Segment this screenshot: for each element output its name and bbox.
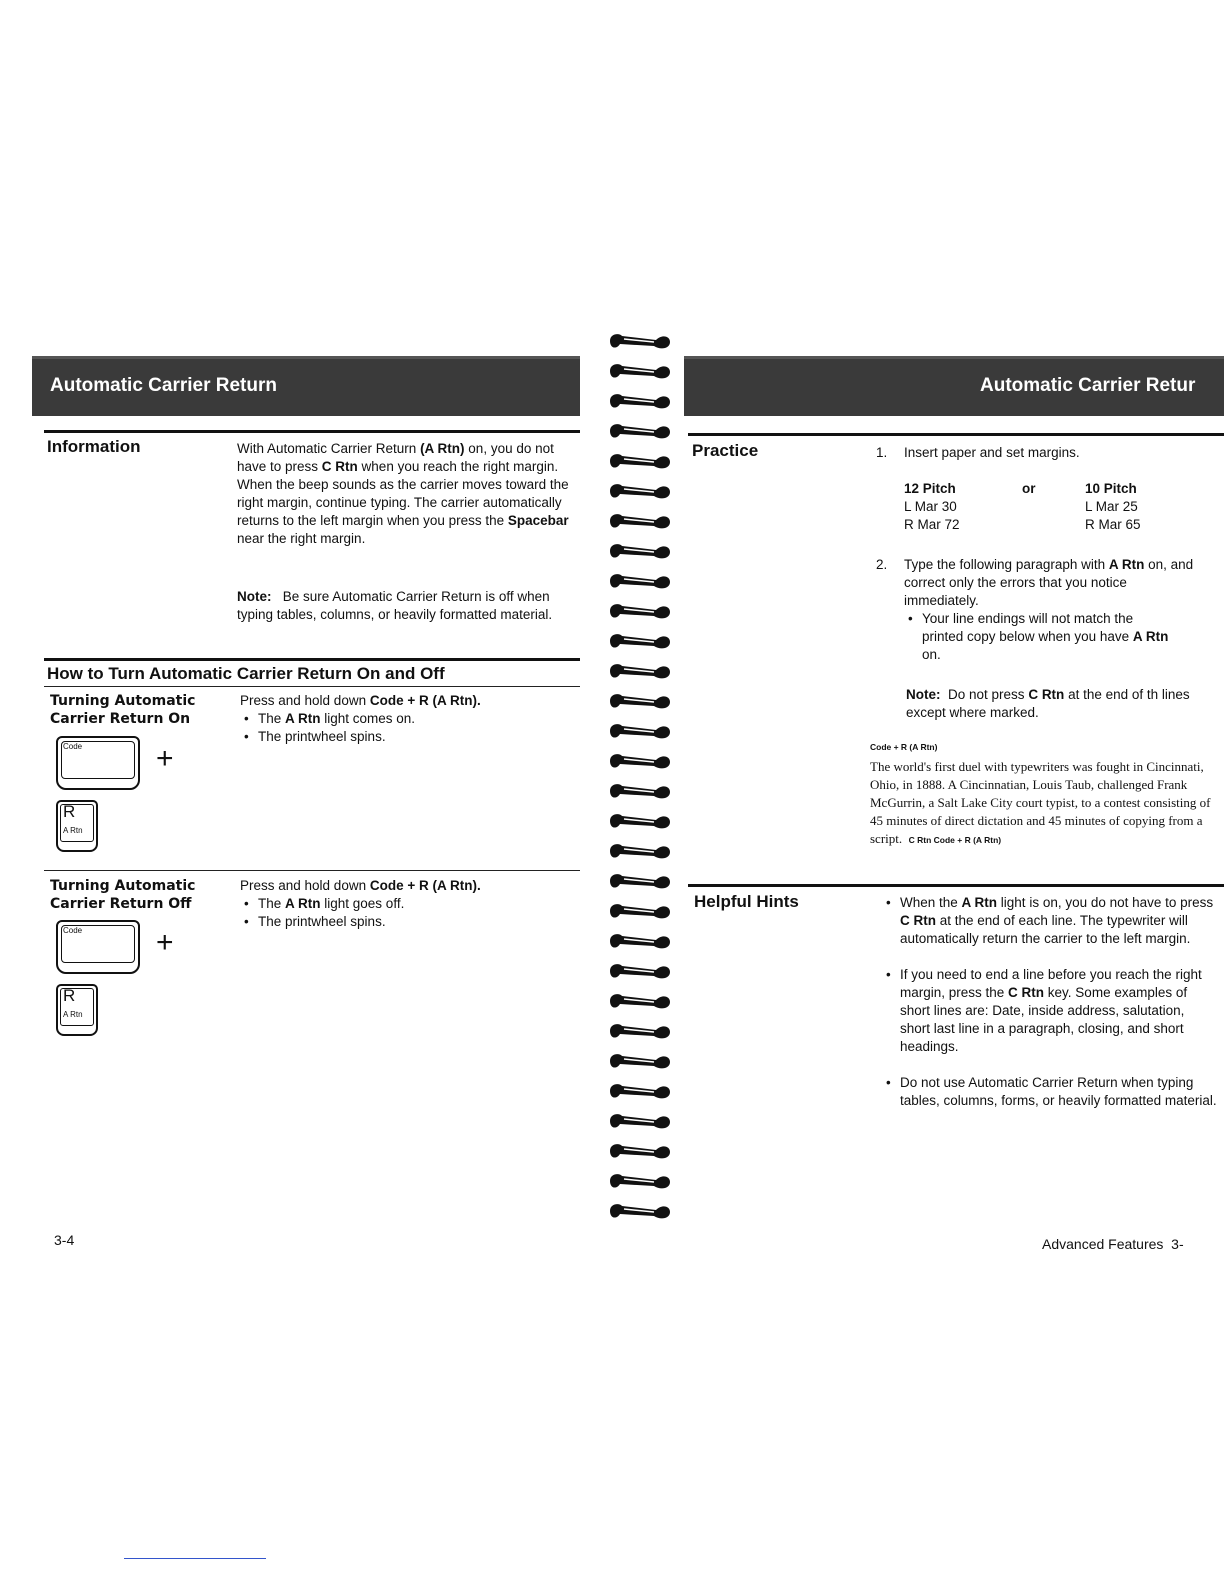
information-note-text: Be sure Automatic Carrier Return is off when typing tables, columns, or heavily formatted material. xyxy=(237,589,553,622)
practice-note-label: Note: xyxy=(906,687,941,702)
spiral-coil-icon xyxy=(604,930,674,952)
r-key-label: R xyxy=(63,986,76,1005)
turning-on-instruction-prefix: Press and hold down xyxy=(240,693,370,708)
pitch-10-block xyxy=(1085,480,1141,534)
spiral-coil-icon xyxy=(604,570,674,592)
turning-on-title-line1: Turning Automatic xyxy=(50,693,196,709)
helpful-hints-heading: Helpful Hints xyxy=(694,892,799,911)
turning-off-bullet-1-bold: A Rtn xyxy=(285,896,321,911)
turning-on-instructions xyxy=(240,692,580,746)
practice-note-pre: Do not press xyxy=(948,687,1029,702)
turning-off-bullet-1-post: light goes off. xyxy=(320,896,405,911)
information-note-label: Note: xyxy=(237,589,272,604)
turning-on-instruction-keys: Code + R (A Rtn). xyxy=(369,693,481,708)
how-to-underline xyxy=(44,686,580,687)
hint-1-mid: light is on, you do not have to press xyxy=(997,895,1214,910)
information-text-2: on, you do not have to press xyxy=(237,441,554,474)
spiral-coil-icon xyxy=(604,600,674,622)
spiral-coil-icon xyxy=(604,960,674,982)
information-bold-crtn: C Rtn xyxy=(321,459,358,474)
step-2-text-post: on, and correct only the errors that you notice immediately. xyxy=(904,557,1194,608)
turning-on-title xyxy=(50,692,195,728)
practice-note xyxy=(906,686,1224,722)
bottom-link-line xyxy=(124,1558,266,1559)
hint-1-bold-2: C Rtn xyxy=(900,913,936,928)
spiral-coil-icon xyxy=(604,1200,674,1222)
hint-1-bold-1: A Rtn xyxy=(961,895,998,910)
step-2-bullet-pre: Your line endings will not match the printed copy below when you have xyxy=(922,611,1134,644)
turning-off-instructions xyxy=(240,877,580,931)
code-key-icon xyxy=(56,736,140,790)
spiral-coil-icon xyxy=(604,690,674,712)
turning-on-title-line2: Carrier Return On xyxy=(50,711,191,727)
spiral-coil-icon xyxy=(604,450,674,472)
r-key-icon xyxy=(56,984,98,1036)
list-item xyxy=(882,894,1218,948)
information-rule xyxy=(44,430,580,433)
pitch-12-left-margin: L Mar 30 xyxy=(904,499,957,514)
list-item xyxy=(240,728,580,746)
helpful-hints-rule xyxy=(688,884,1224,887)
practice-note-bold: C Rtn xyxy=(1028,687,1065,702)
spiral-coil-icon xyxy=(604,870,674,892)
turning-off-bullets xyxy=(240,895,580,931)
turning-on-bullet-1-post: light comes on. xyxy=(320,711,416,726)
step-2-bullet-bold: A Rtn xyxy=(1132,629,1169,644)
left-banner xyxy=(32,356,580,416)
pitch-12-label: 12 Pitch xyxy=(904,481,956,496)
spiral-coil-icon xyxy=(604,900,674,922)
r-key-icon xyxy=(56,800,98,852)
turning-off-bullet-2: The printwheel spins. xyxy=(258,914,386,929)
turning-off-divider xyxy=(44,870,580,871)
spiral-coil-icon xyxy=(604,990,674,1012)
list-item xyxy=(240,895,580,913)
how-to-rule xyxy=(44,658,580,661)
spiral-coil-icon xyxy=(604,510,674,532)
r-key-label: R xyxy=(63,802,76,821)
spiral-coil-icon xyxy=(604,780,674,802)
spiral-coil-icon xyxy=(604,810,674,832)
right-banner xyxy=(684,356,1224,416)
spiral-coil-icon xyxy=(604,1050,674,1072)
code-key-label: Code xyxy=(63,742,83,751)
helpful-hints-bullets xyxy=(882,894,1218,1110)
hint-2-bold: C Rtn xyxy=(1008,985,1045,1000)
step-2-bullets xyxy=(904,610,1174,664)
turning-on-bullet-1-bold: A Rtn xyxy=(285,711,321,726)
information-note xyxy=(237,588,567,624)
spiral-coil-icon xyxy=(604,1110,674,1132)
spiral-coil-icon xyxy=(604,720,674,742)
step-2-bold: A Rtn xyxy=(1108,557,1145,572)
left-page-number: 3-4 xyxy=(54,1232,75,1248)
step-1-number: 1. xyxy=(876,445,888,460)
turning-off-bullet-1-pre: The xyxy=(258,896,286,911)
spiral-coil-icon xyxy=(604,360,674,382)
turning-off-title-line2: Carrier Return Off xyxy=(50,896,192,912)
list-item xyxy=(882,1074,1218,1110)
right-banner-title: Automatic Carrier Retur xyxy=(980,375,1196,396)
spiral-coil-icon xyxy=(604,1020,674,1042)
list-item xyxy=(240,710,580,728)
spiral-coil-icon xyxy=(604,660,674,682)
code-key-icon xyxy=(56,920,140,974)
turning-off-title xyxy=(50,877,195,913)
practice-step-2 xyxy=(876,556,1216,664)
pitch-10-right-margin: R Mar 65 xyxy=(1085,517,1141,532)
turning-off-title-line1: Turning Automatic xyxy=(50,878,196,894)
hint-2-post: key. Some examples of short lines are: Date, inside address, salutation, short last line in a paragraph, closing, and short headings. xyxy=(900,985,1188,1054)
turning-on-bullet-2: The printwheel spins. xyxy=(258,729,386,744)
information-paragraph xyxy=(237,440,579,548)
turning-on-instruction xyxy=(240,692,580,710)
helpful-hints-list xyxy=(882,894,1218,1110)
turning-off-instruction-prefix: Press and hold down xyxy=(240,878,370,893)
list-item xyxy=(240,913,580,931)
pitch-12-block xyxy=(904,480,960,534)
r-key-sublabel: A Rtn xyxy=(63,826,83,835)
pitch-or: or xyxy=(1022,481,1036,496)
spiral-coil-icon xyxy=(604,630,674,652)
spiral-coil-icon xyxy=(604,480,674,502)
plus-sign: + xyxy=(156,926,174,959)
practice-note-post: at the end of th lines except where marked. xyxy=(906,687,1190,720)
pitch-12-right-margin: R Mar 72 xyxy=(904,517,960,532)
list-item xyxy=(904,610,1174,664)
information-text-3: when you reach the right margin. When the beep sounds as the carrier moves toward the right margin, continue typing. The carrier automatically returns to the left margin when you press the xyxy=(237,459,569,528)
list-item xyxy=(882,966,1218,1056)
practice-heading: Practice xyxy=(692,441,759,460)
information-bold-spacebar: Spacebar xyxy=(507,513,569,528)
left-banner-title: Automatic Carrier Return xyxy=(50,375,277,396)
plus-sign: + xyxy=(156,742,174,775)
practice-rule xyxy=(688,433,1224,436)
information-text-4: near the right margin. xyxy=(237,531,366,546)
information-bold-artn: (A Rtn) xyxy=(420,441,465,456)
spiral-coil-icon xyxy=(604,1140,674,1162)
hint-1-post: at the end of each line. The typewriter will automatically return the carrier to the left margin. xyxy=(900,913,1191,946)
information-heading: Information xyxy=(47,437,141,456)
how-to-heading: How to Turn Automatic Carrier Return On and Off xyxy=(47,664,445,683)
turning-off-instruction xyxy=(240,877,580,895)
step-2-text-pre: Type the following paragraph with xyxy=(904,557,1109,572)
turning-on-bullet-1-pre: The xyxy=(258,711,286,726)
spiral-coil-icon xyxy=(604,390,674,412)
sample-key-end: C Rtn Code + R (A Rtn) xyxy=(908,835,1002,845)
pitch-10-left-margin: L Mar 25 xyxy=(1085,499,1138,514)
turning-off-instruction-keys: Code + R (A Rtn). xyxy=(369,878,481,893)
spiral-coil-icon xyxy=(604,750,674,772)
pitch-10-label: 10 Pitch xyxy=(1085,481,1137,496)
spiral-coil-icon xyxy=(604,540,674,562)
step-2-bullet-post: on. xyxy=(922,647,941,662)
hint-2-pre: If you need to end a line before you reach the right margin, press the xyxy=(900,967,1202,1000)
spiral-coil-icon xyxy=(604,840,674,862)
spiral-coil-icon xyxy=(604,1170,674,1192)
turning-on-bullets xyxy=(240,710,580,746)
spiral-coil-icon xyxy=(604,420,674,442)
step-1-text: Insert paper and set margins. xyxy=(904,445,1080,460)
right-page-footer: Advanced Features 3- xyxy=(1042,1236,1184,1252)
practice-step-1 xyxy=(876,444,1206,462)
information-text-1: With Automatic Carrier Return xyxy=(237,441,421,456)
step-2-number: 2. xyxy=(876,557,888,572)
hint-3: Do not use Automatic Carrier Return when typing tables, columns, forms, or heavily formatted material. xyxy=(900,1075,1217,1108)
sample-key-top: Code + R (A Rtn) xyxy=(870,742,938,752)
code-key-label: Code xyxy=(63,926,83,935)
r-key-sublabel: A Rtn xyxy=(63,1010,83,1019)
sample-paragraph xyxy=(870,758,1220,849)
hint-1-pre: When the xyxy=(900,895,962,910)
sample-text: The world's first duel with typewriters was fought in Cincinnati, Ohio, in 1888. A Cincinnatian, Louis Taub, challenged Frank McGurrin, a Salt Lake City court typist, to a contest consisting of 45 minutes of direct dictation and 45 minutes of copying from a script. xyxy=(870,759,1211,846)
spiral-coil-icon xyxy=(604,1080,674,1102)
spiral-coil-icon xyxy=(604,330,674,352)
